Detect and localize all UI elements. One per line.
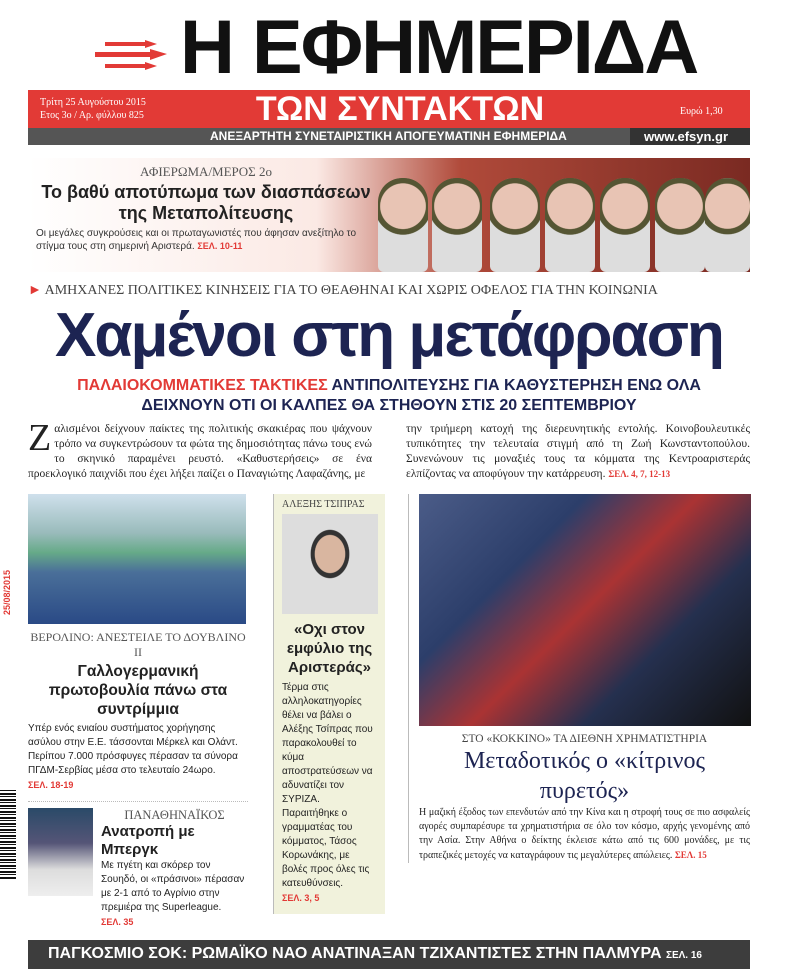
markets-title[interactable]: Μεταδοτικός ο «κίτρινος πυρετός» [463, 748, 706, 804]
page-ref: ΣΕΛ. 18-19 [28, 780, 74, 790]
side-date: 25/08/2015 [2, 570, 12, 616]
pao-body [101, 808, 248, 930]
left-column [28, 494, 248, 930]
right-column [408, 494, 750, 863]
markets-text [419, 806, 750, 863]
promo-summary: Οι μεγάλες συγκρούσεις και οι πρωταγωνιστές που άφησαν ανεξίτηλο το στίγμα τους στη σημερινή Αριστερά. [36, 228, 357, 252]
masthead-subtitle: ΤΩΝ ΣΥΝΤΑΚΤΩΝ [255, 90, 545, 128]
lead-headline[interactable]: Χαμένοι στη μετάφραση [55, 301, 723, 370]
portrait-image [545, 178, 595, 272]
tagline: ΑΝΕΞΑΡΤΗΤΗ ΣΥΝΕΤΑΙΡΙΣΤΙΚΗ ΑΠΟΓΕΥΜΑΤΙΝΗ ΕΦΗΜΕΡΙΔΑ [210, 129, 567, 143]
bottom-banner[interactable] [28, 940, 750, 969]
tsipras-summary: Τέρμα στις αλληλοκατηγορίες θέλει να βάλει ο Αλέξης Τσίπρας που παρακολουθεί το κύμα αποστρατεύσεων να αδυνατίζει τον ΣΥΡΙΖΑ. Παραιτήθηκε ο γραμματέας του κόμματος, Τάσος Κορωνάκης, με βολές προς όλες τις κατευθύνσεις. [282, 682, 373, 889]
page-ref: ΣΕΛ. 35 [101, 917, 134, 927]
barcode-icon [0, 790, 16, 880]
promo-box[interactable] [28, 158, 750, 272]
portrait-image [490, 178, 540, 272]
subhead-rest: ΑΝΤΙΠΟΛΙΤΕΥΣΗΣ ΓΙΑ ΚΑΘΥΣΤΕΡΗΣΗ ΕΝΩ ΟΛΑ ΔΕΙΧΝΟΥΝ ΟΤΙ ΟΙ ΚΑΛΠΕΣ ΘΑ ΣΤΗΘΟΥΝ ΣΤΙΣ 20 ΣΕΠΤΕΜΒΡΙΟΥ [141, 377, 701, 414]
main-content [28, 282, 750, 969]
subhead-red: ΠΑΛΑΙΟΚΟΜΜΑΤΙΚΕΣ ΤΑΚΤΙΚΕΣ [77, 377, 328, 394]
date: Τρίτη 25 Αυγούστου 2015 [40, 97, 146, 108]
issue: Ετος 3ο / Αρ. φύλλου 825 [40, 110, 144, 121]
markets-kicker: ΣΤΟ «ΚΟΚΚΙΝΟ» ΤΑ ΔΙΕΘΝΗ ΧΡΗΜΑΤΙΣΤΗΡΙΑ [461, 733, 708, 745]
refugees-text [28, 722, 248, 793]
promo-text [36, 227, 376, 253]
refugees-title[interactable]: Γαλλογερμανική πρωτοβουλία πάνω στα συντρίμμια [48, 663, 228, 718]
page-ref: ΣΕΛ. 4, 7, 12-13 [608, 469, 671, 479]
lead-subhead [28, 376, 750, 416]
football-player-photo[interactable] [28, 808, 93, 896]
pao-story [28, 801, 248, 930]
masthead-title: Η ΕΦΗΜΕΡΙΔΑ [180, 5, 698, 90]
promo-kicker: ΑΦΙΕΡΩΜΑ/ΜΕΡΟΣ 2ο [139, 164, 272, 179]
portrait-image [432, 178, 482, 272]
markets-summary: Η μαζική έξοδος των επενδυτών από την Κίνα και η στροφή τους σε πιο ασφαλείς αγορές συμπαρέσυρε τα χρηματιστήρια σε όλο τον κόσμο, αρχής γενομένης από την Ασία. Στην Αθήνα ο δείκτης έκλεισε κάτω από τις 600 μονάδες, με τις τραπεζικές μετοχές να καταγράφουν τις μεγαλύτερες απώλειες. [419, 807, 750, 861]
lead-text-col2 [406, 422, 750, 482]
pao-kicker: ΠΑΝΑΘΗΝΑΪΚΟΣ [124, 808, 225, 822]
tsipras-text [282, 681, 377, 906]
refugees-summary: Υπέρ ενός ενιαίου συστήματος χορήγησης ασύλου στην Ε.Ε. τάσσονται Μέρκελ και Ολάντ. Περίπου 7.000 πρόσφυγες πέρασαν τα σύνορα ΠΓΔΜ-Σερβίας μέσα στο τελευταίο 24ωρο. [28, 723, 238, 776]
portrait-image [705, 178, 750, 272]
stock-exchange-photo[interactable] [419, 494, 751, 726]
promo-text-column [36, 164, 376, 253]
pao-text [101, 859, 248, 930]
lead-kicker-text: ΑΜΗΧΑΝΕΣ ΠΟΛΙΤΙΚΕΣ ΚΙΝΗΣΕΙΣ ΓΙΑ ΤΟ ΘΕΑΘΗΝΑΙ ΚΑΙ ΧΩΡΙΣ ΟΦΕΛΟΣ ΓΙΑ ΤΗΝ ΚΟΙΝΩΝΙΑ [44, 283, 658, 298]
triangle-icon: ► [28, 283, 42, 298]
page-ref: ΣΕΛ. 16 [665, 950, 702, 961]
page-ref: ΣΕΛ. 15 [674, 850, 707, 860]
portrait-image [378, 178, 428, 272]
lead-text-1: αλισμένοι δείχνουν παίκτες της πολιτικής σκακιέρας που ψάχνουν τρόπο να συγκεντρώσουν τα φώτα της δημοσιότητας πάνω τους ενώ το σκηνικό παραμένει ρευστό. «Καθυστερήσεις» σε ένα προεκλογικό παιχνίδι που έχει λήξει παίζει ο Παναγιώτης Λαφαζάνης, με [28, 423, 372, 480]
price: Ευρώ 1,30 [680, 106, 723, 117]
page-ref: ΣΕΛ. 10-11 [197, 241, 243, 251]
promo-title[interactable]: Το βαθύ αποτύπωμα των διασπάσεων της Μεταπολίτευσης [41, 182, 371, 223]
lead-kicker [28, 282, 750, 300]
lead-text-col1 [28, 417, 372, 482]
banner-text: ΠΑΓΚΟΣΜΙΟ ΣΟΚ: ΡΩΜΑΪΚΟ ΝΑΟ ΑΝΑΤΙΝΑΞΑΝ ΤΖΙΧΑΝΤΙΣΤΕΣ ΣΤΗΝ ΠΑΛΜΥΡΑ [48, 945, 662, 962]
stories-row [28, 494, 750, 930]
tsipras-title[interactable]: «Οχι στον εμφύλιο της Αριστεράς» [286, 621, 373, 676]
portrait-image [600, 178, 650, 272]
page-ref: ΣΕΛ. 3, 5 [282, 893, 320, 903]
pao-title[interactable]: Ανατροπή με Μπεργκ [101, 823, 195, 858]
website-link[interactable]: www.efsyn.gr [630, 128, 750, 145]
refugees-photo[interactable] [28, 494, 246, 624]
pao-summary: Με πγέτη και σκόρερ τον Σουηδό, οι «πράσινοι» πέρασαν με 2-1 από το Αγρίνιο στην πρεμιέρα της Superleague. [101, 860, 245, 913]
pen-logo-icon [95, 38, 170, 74]
tsipras-label: ΑΛΕΞΗΣ ΤΣΙΠΡΑΣ [282, 499, 365, 510]
lead-columns [28, 417, 750, 482]
refugees-kicker: ΒΕΡΟΛΙΝΟ: ΑΝΕΣΤΕΙΛΕ ΤΟ ΔΟΥΒΛΙΝΟ ΙΙ [30, 630, 246, 659]
portrait-image [655, 178, 705, 272]
tsipras-photo[interactable] [282, 514, 378, 614]
lead-text-2: την τριήμερη κατοχή της διερευνητικής εντολής. Κοινοβουλευτικές τυπικότητες την τελευταία στιγμή από τη Ζωή Κωνσταντοπούλου. Συνενώνουν τις μοναξιές τους τα κόμματα της Κεντροαριστεράς ελπίζοντας να αποφύγουν την κατάρρευση. [406, 423, 750, 480]
tsipras-box [273, 494, 385, 914]
drop-cap: Z [28, 417, 52, 459]
